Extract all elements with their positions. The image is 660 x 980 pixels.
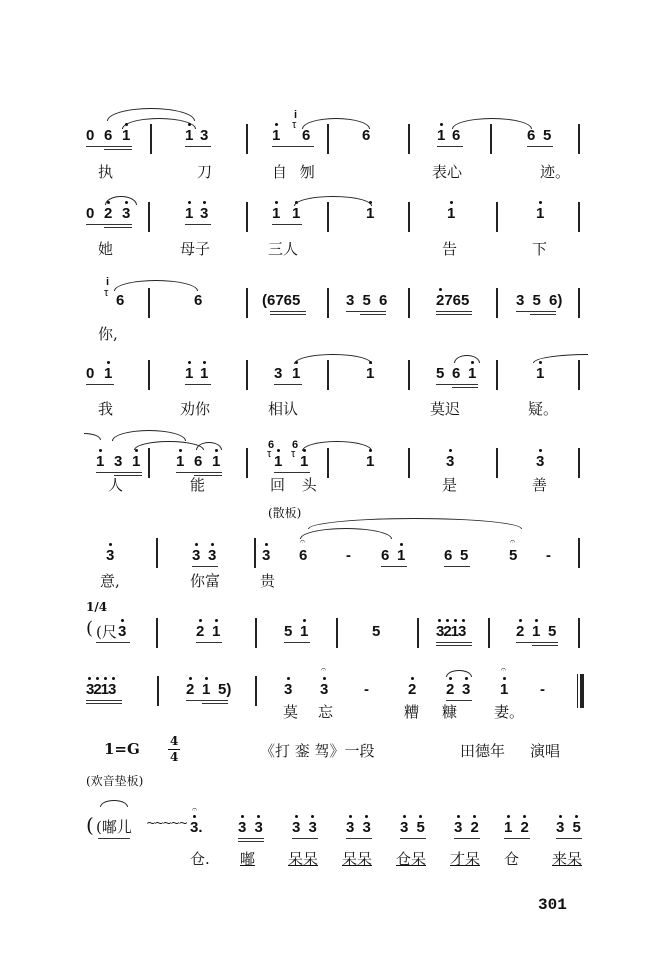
- note: 0: [86, 127, 95, 144]
- time-top: 4: [170, 734, 179, 748]
- mode-note: (欢音垫板): [86, 774, 144, 788]
- note: 3 5 6: [346, 292, 388, 309]
- wavy-line: ~~~~~: [146, 816, 187, 830]
- note: 1: [532, 623, 541, 640]
- lyric: 迹。: [540, 163, 571, 181]
- note: 6: [444, 547, 453, 564]
- note: 2: [408, 681, 417, 698]
- meter-mark: 1/4: [86, 600, 108, 614]
- performer-role: 演唱: [530, 742, 561, 760]
- lyric: 她: [98, 240, 114, 258]
- lyric: 能: [190, 476, 206, 494]
- lyric: 莫迟: [430, 400, 461, 418]
- note: 3 5: [400, 819, 425, 836]
- note: 3: [320, 681, 329, 698]
- note: 6: [299, 547, 308, 564]
- note: 1: [292, 205, 301, 222]
- lyric: 仓呆: [396, 850, 427, 868]
- note: 3: [192, 547, 201, 564]
- note: 1: [185, 365, 194, 382]
- note: -: [546, 547, 551, 564]
- note: 2765: [436, 292, 470, 309]
- grace-note: 6: [268, 439, 275, 451]
- note: 3: [462, 681, 471, 698]
- note: 1: [202, 681, 211, 698]
- note: 5: [460, 547, 469, 564]
- note: 1: [366, 453, 375, 470]
- lyric: 母子: [180, 240, 211, 258]
- note: 1: [437, 127, 446, 144]
- note: 3: [200, 127, 209, 144]
- note: 6: [527, 127, 536, 144]
- note: 6: [302, 127, 311, 144]
- lyric: 呆呆: [342, 850, 373, 868]
- piece-title: 《打 銮 驾》一段: [260, 742, 375, 760]
- note: 6: [116, 292, 125, 309]
- note: 1: [272, 205, 281, 222]
- note: 1: [468, 365, 477, 382]
- lyric: 告: [442, 240, 458, 258]
- note: 5: [548, 623, 557, 640]
- note: 1: [212, 453, 221, 470]
- lyric: 贵: [260, 572, 276, 590]
- lyric: 忘: [318, 703, 334, 721]
- lyric: 呆呆: [288, 850, 319, 868]
- note: 2: [516, 623, 525, 640]
- note: 1: [122, 127, 131, 144]
- note: 1: [132, 453, 141, 470]
- lyric: 疑。: [528, 400, 559, 418]
- note: -: [540, 681, 545, 698]
- note: 6: [194, 453, 203, 470]
- key-signature: 1=G: [104, 740, 140, 758]
- lyric: 意,: [100, 572, 120, 590]
- note: 3: [106, 547, 115, 564]
- lyric: 嘟: [240, 850, 256, 868]
- lyric: 莫: [283, 703, 299, 721]
- note: 3: [114, 453, 123, 470]
- note: 6: [362, 127, 371, 144]
- lyric: 劝你: [180, 400, 211, 418]
- note: 6: [194, 292, 203, 309]
- note: 3213: [86, 681, 116, 698]
- note: (6765: [262, 292, 301, 309]
- note: 2: [186, 681, 195, 698]
- note: 3: [208, 547, 217, 564]
- note: 5: [436, 365, 445, 382]
- time-bottom: 4: [170, 750, 179, 764]
- note: 5: [284, 623, 293, 640]
- note: 3 2: [454, 819, 479, 836]
- note: 1: [185, 205, 194, 222]
- note: 1: [176, 453, 185, 470]
- note: 3213: [436, 623, 466, 640]
- lyric: 自 刎: [272, 163, 319, 181]
- lyric: 来呆: [552, 850, 583, 868]
- note: 1: [274, 453, 283, 470]
- lyric: 执: [98, 163, 114, 181]
- lyric: 才呆: [450, 850, 481, 868]
- note: 1: [212, 623, 221, 640]
- note: 5: [372, 623, 381, 640]
- note: 2: [104, 205, 113, 222]
- note: 3 5 6): [516, 292, 563, 309]
- note: 1: [447, 205, 456, 222]
- note: 1: [536, 365, 545, 382]
- note: 1: [200, 365, 209, 382]
- note: 1: [300, 453, 309, 470]
- note: 1: [536, 205, 545, 222]
- note: 0: [86, 205, 95, 222]
- note: 6: [381, 547, 390, 564]
- note: -: [364, 681, 369, 698]
- tempo-mark: (散板): [268, 506, 302, 520]
- lyric: 善: [532, 476, 548, 494]
- lyric: 表心: [432, 163, 463, 181]
- lyric: 相认: [268, 400, 299, 418]
- note: 3 3: [346, 819, 371, 836]
- note: 0: [86, 365, 95, 382]
- note: 1: [366, 365, 375, 382]
- note: 3 3: [292, 819, 317, 836]
- note: (尺: [96, 623, 117, 641]
- note: 1 2: [504, 819, 529, 836]
- note: -: [346, 547, 351, 564]
- note: 3: [536, 453, 545, 470]
- lyric: 妻。: [494, 703, 525, 721]
- note: 3: [262, 547, 271, 564]
- note: 5): [218, 681, 232, 698]
- performer-name: 田德年: [460, 742, 506, 760]
- note: 1: [300, 623, 309, 640]
- note: 1: [185, 127, 194, 144]
- note: 1: [272, 127, 281, 144]
- lyric: 人: [108, 476, 124, 494]
- note: 3.: [190, 819, 203, 836]
- note: 3: [200, 205, 209, 222]
- lyric: 回 头: [270, 476, 323, 494]
- note: 3: [274, 365, 283, 382]
- lyric: 我: [98, 400, 114, 418]
- lyric: 仓.: [190, 850, 210, 868]
- lyric: 是: [442, 476, 458, 494]
- page-number: 301: [538, 896, 567, 914]
- note: 3: [284, 681, 293, 698]
- note: 1: [366, 205, 375, 222]
- lyric: 你富: [190, 572, 221, 590]
- lyric: 仓: [504, 850, 520, 868]
- grace-note: 6: [292, 439, 299, 451]
- note: 1: [397, 547, 406, 564]
- lyric: 刀: [197, 163, 213, 181]
- note: 6: [104, 127, 113, 144]
- lyric: 下: [532, 240, 548, 258]
- note: 3 3: [238, 819, 263, 836]
- lyric: 你,: [98, 325, 118, 343]
- lyric: 糟: [404, 703, 420, 721]
- note: 3: [118, 623, 127, 640]
- note: 1: [104, 365, 113, 382]
- note: 1: [292, 365, 301, 382]
- note: 3 5: [556, 819, 581, 836]
- note: 5: [509, 547, 518, 564]
- note: 2: [446, 681, 455, 698]
- note: 6: [452, 127, 461, 144]
- note: 6: [452, 365, 461, 382]
- lyric: 三人: [268, 240, 299, 258]
- intro-text: (嘟儿: [96, 818, 132, 836]
- note: 1: [500, 681, 509, 698]
- note: 3: [122, 205, 131, 222]
- lyric: 糠: [442, 703, 458, 721]
- note: 5: [543, 127, 552, 144]
- note: 2: [196, 623, 205, 640]
- note: 1: [96, 453, 105, 470]
- note: 3: [446, 453, 455, 470]
